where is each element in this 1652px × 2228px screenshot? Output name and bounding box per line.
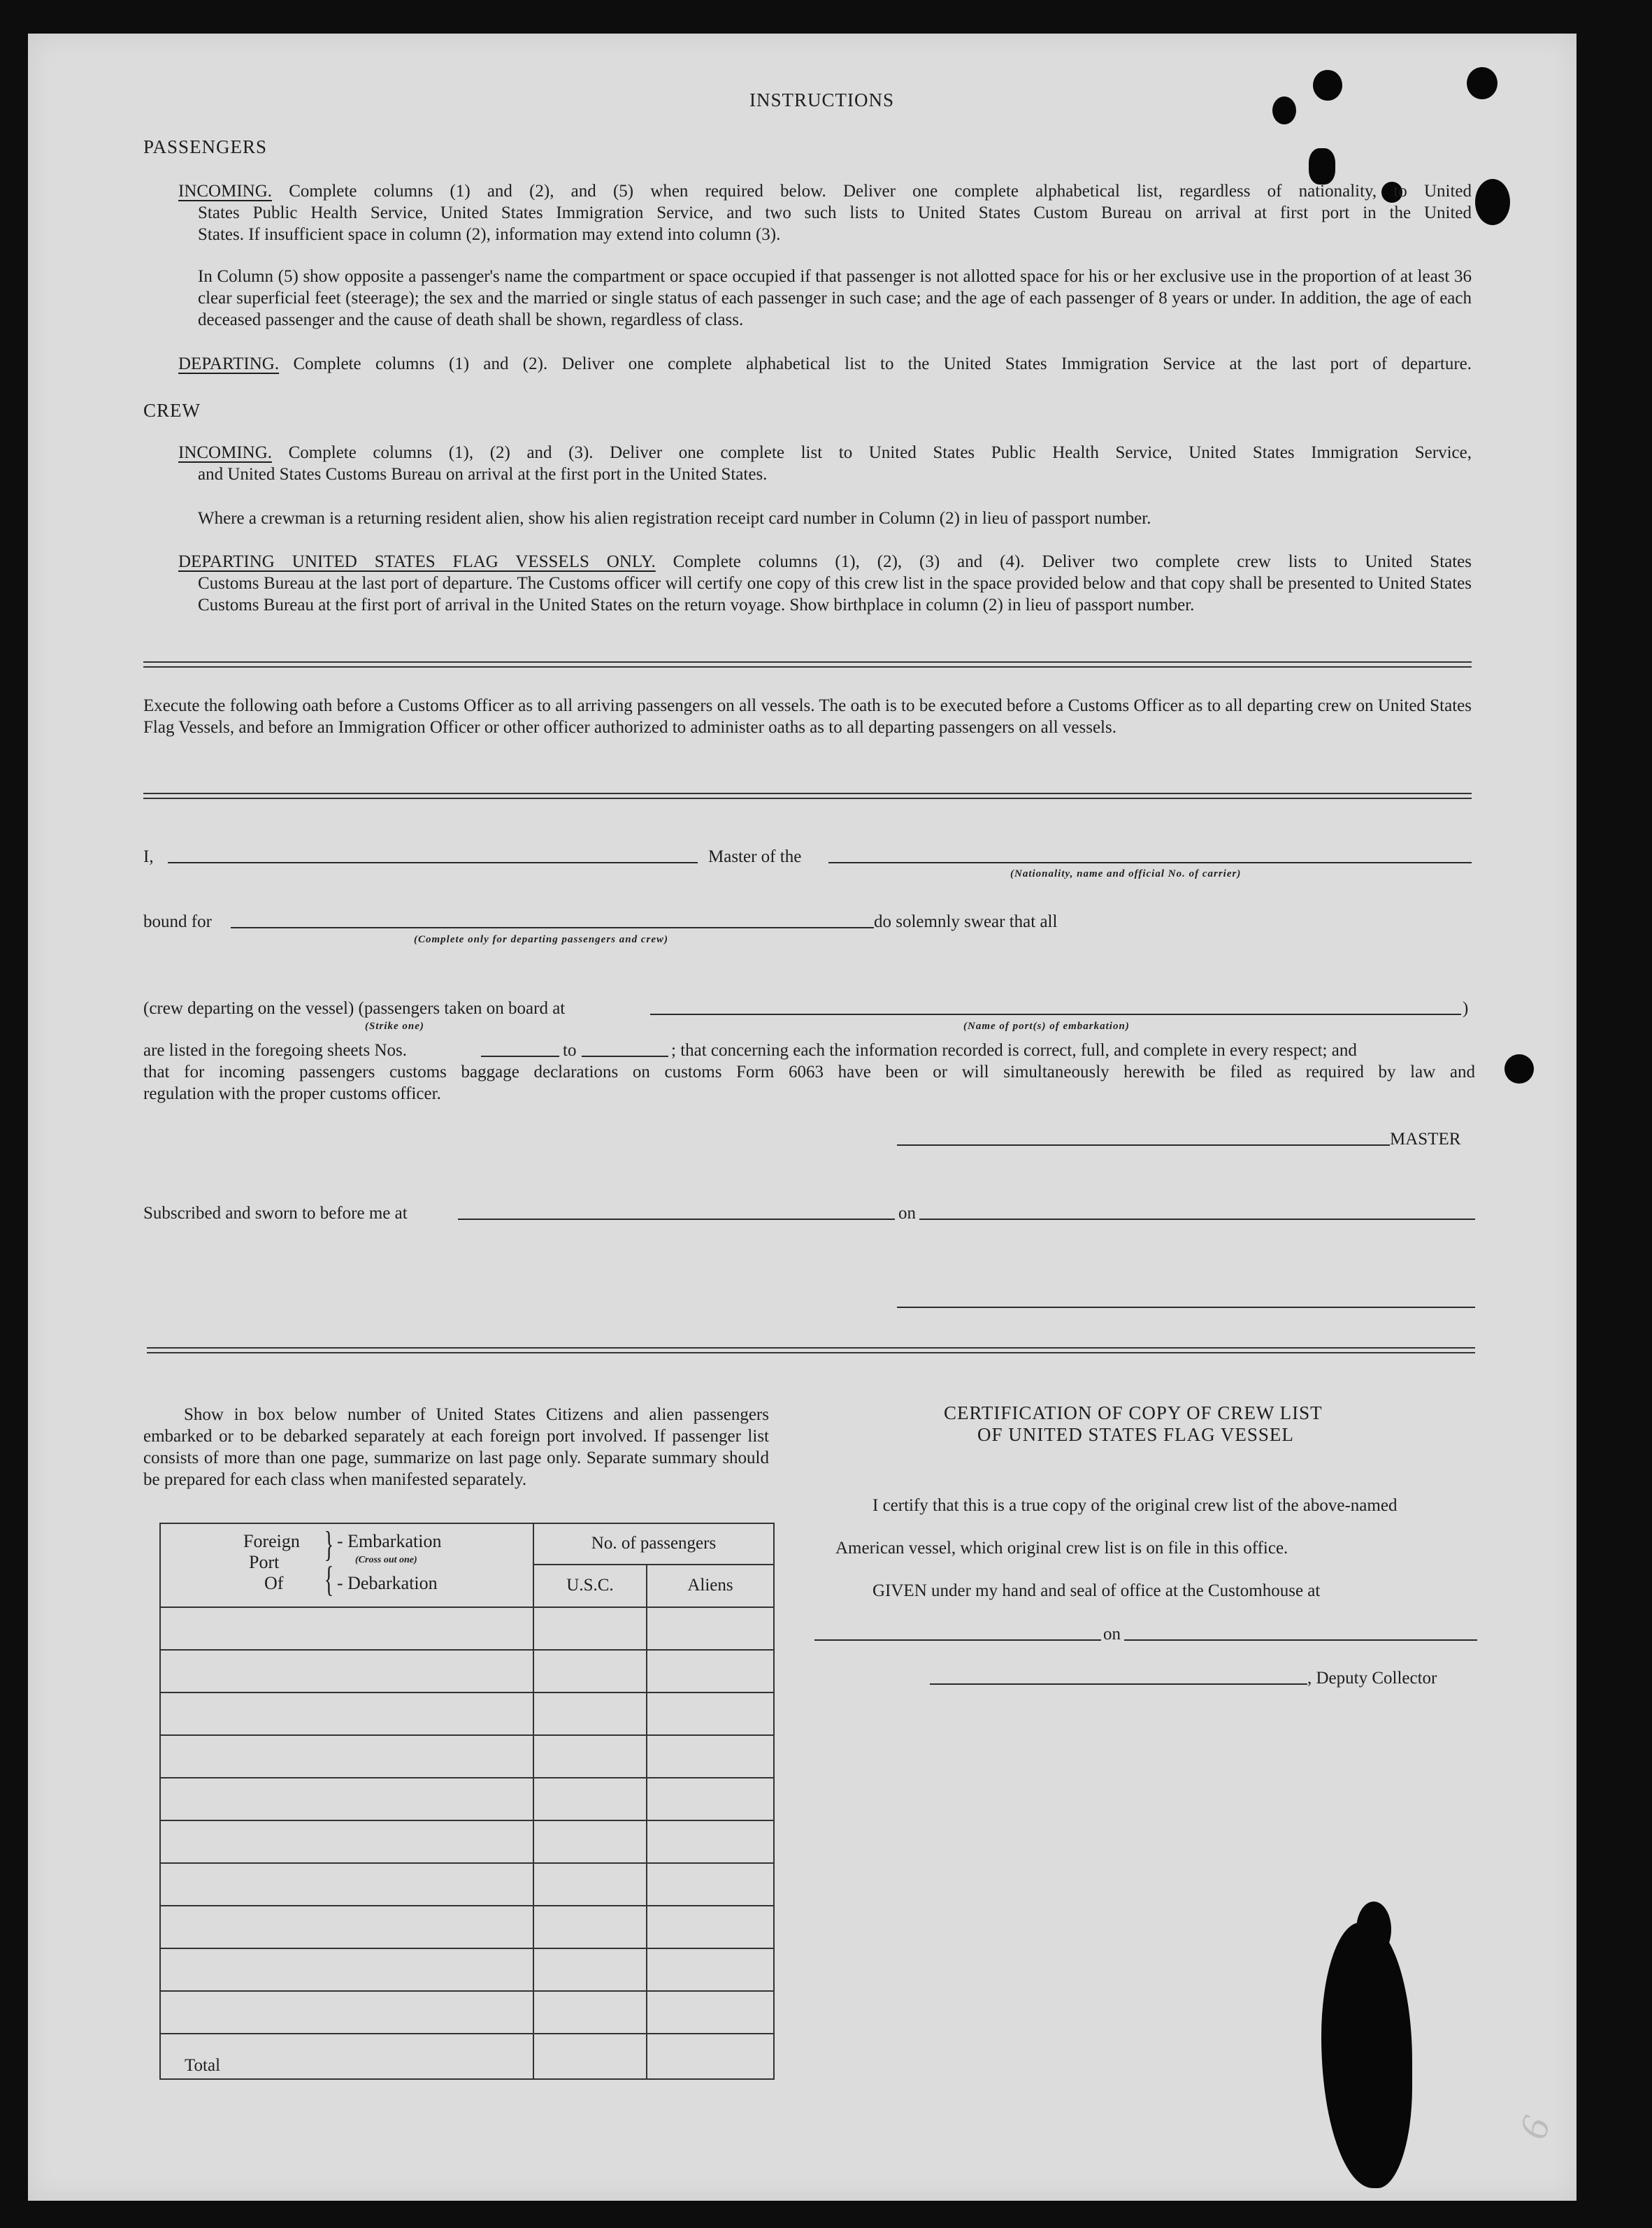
aliens-cell[interactable]	[647, 1991, 774, 2034]
crew-incoming-label: INCOMING.	[178, 443, 273, 462]
brace-icon: }	[324, 1525, 334, 1565]
subscribed-label: Subscribed and sworn to before me at	[143, 1204, 408, 1223]
sworn-place-field[interactable]	[458, 1219, 895, 1220]
aliens-header: Aliens	[647, 1565, 774, 1607]
table-row-total	[160, 2034, 774, 2079]
bound-for-field[interactable]	[231, 927, 874, 928]
port-cell[interactable]	[160, 1607, 533, 1650]
deputy-collector-signature-field[interactable]	[930, 1683, 1307, 1685]
sheet-from-field[interactable]	[481, 1056, 559, 1057]
no-passengers-header: No. of passengers	[533, 1523, 774, 1565]
close-paren: )	[1463, 999, 1469, 1018]
officer-signature-field[interactable]	[897, 1307, 1475, 1308]
oath-i-label: I,	[143, 847, 154, 866]
port-cell[interactable]	[160, 1820, 533, 1863]
usc-header: U.S.C.	[533, 1565, 647, 1607]
usc-cell[interactable]	[533, 1863, 647, 1906]
certification-title-1: CERTIFICATION OF COPY OF CREW LIST	[944, 1402, 1323, 1423]
certification-date-field[interactable]	[1124, 1639, 1477, 1641]
debarkation-label: - Debarkation	[337, 1573, 438, 1593]
instructions-heading: INSTRUCTIONS	[749, 89, 895, 110]
listed-sheets-label: are listed in the foregoing sheets Nos.	[143, 1041, 407, 1060]
table-row	[160, 1820, 774, 1863]
usc-cell[interactable]	[533, 1991, 647, 2034]
column-5-instructions: In Column (5) show opposite a passenger's name the compartment or space occupied if that passenger is not allotted space for his or her exclusive use in the proportion of at least 36 clear superficial feet (steerage); the sex and the married or single status of each passenger in such case; and the age of each passenger of 8 years or under. In addition, the age of each deceased passenger and the cause of death shall be shown, regardless of class.	[198, 267, 1472, 329]
passengers-incoming: INCOMING. Complete columns (1) and (2), and (5) when required below. Deliver one complete alphabetical list, regardless of nationality, to United States Public Health Service, United States Immigration Service, and two such lists to United States Custom Bureau on arrival at first port in the United States. If insufficient space in column (2), information may extend into column (3).	[178, 182, 1472, 244]
passengers-departing: DEPARTING. Complete columns (1) and (2). Deliver one complete alphabetical list to the United States Immigration Service at the last port of departure.	[178, 354, 1472, 373]
subscribed-on-label: on	[898, 1204, 916, 1223]
ink-blot	[1272, 96, 1296, 124]
aliens-cell[interactable]	[647, 1735, 774, 1778]
master-of-label: Master of the	[708, 847, 802, 866]
port-cell[interactable]	[160, 1906, 533, 1948]
certification-line-2: American vessel, which original crew list is on file in this office.	[835, 1539, 1288, 1558]
section-divider	[147, 1347, 1475, 1353]
usc-cell[interactable]	[533, 1948, 647, 1991]
cross-out-caption: (Cross out one)	[355, 1555, 417, 1565]
sworn-date-field[interactable]	[919, 1219, 1475, 1220]
port-cell[interactable]	[160, 1692, 533, 1735]
port-caption: (Name of port(s) of embarkation)	[963, 1021, 1130, 1032]
ink-blot	[1467, 67, 1497, 99]
aliens-cell[interactable]	[647, 1863, 774, 1906]
port-label: Port	[249, 1552, 280, 1572]
certification-line-1: I certify that this is a true copy of the original crew list of the above-named	[872, 1496, 1398, 1515]
table-row	[160, 1650, 774, 1692]
aliens-cell[interactable]	[647, 1607, 774, 1650]
passengers-incoming-label: INCOMING.	[178, 182, 273, 201]
crew-departing: DEPARTING UNITED STATES FLAG VESSELS ONLY. Complete columns (1), (2), (3) and (4). Deliver two complete crew lists to United States Customs Bureau at the last port of departure. The Customs officer will certify one copy of this crew list in the space provided below and that copy shall be presented to United States Customs Bureau at the first port of arrival in the United States on the return voyage. Show birthplace in column (2) in lieu of passport number.	[178, 552, 1472, 615]
page-number-mark: 6	[1509, 2110, 1559, 2146]
usc-cell[interactable]	[533, 1735, 647, 1778]
section-divider	[143, 661, 1472, 668]
table-row	[160, 1735, 774, 1778]
usc-total-cell[interactable]	[533, 2034, 647, 2079]
aliens-cell[interactable]	[647, 1778, 774, 1820]
aliens-cell[interactable]	[647, 1948, 774, 1991]
usc-cell[interactable]	[533, 1778, 647, 1820]
master-name-field[interactable]	[168, 862, 698, 863]
table-row	[160, 1607, 774, 1650]
foreign-label: Foreign	[243, 1531, 300, 1551]
crew-departing-label: DEPARTING UNITED STATES FLAG VESSELS ONLY.	[178, 552, 656, 571]
carrier-field[interactable]	[828, 862, 1472, 863]
ink-blot	[1504, 1054, 1534, 1084]
foreign-port-header	[160, 1523, 533, 1607]
table-row	[160, 1863, 774, 1906]
aliens-total-cell[interactable]	[647, 2034, 774, 2079]
aliens-cell[interactable]	[647, 1820, 774, 1863]
oath-intro: Execute the following oath before a Customs Officer as to all arriving passengers on all vessels. The oath is to be executed before a Customs Officer as to all departing crew on United States Flag Vessels, and before an Immigration Officer or other officer authorized to administer oaths as to all departing passengers on all vessels.	[143, 696, 1472, 737]
section-divider	[143, 793, 1472, 799]
sheet-to-field[interactable]	[582, 1056, 668, 1057]
port-cell[interactable]	[160, 1948, 533, 1991]
table-row	[160, 1692, 774, 1735]
table-row	[160, 1906, 774, 1948]
embarkation-port-field[interactable]	[650, 1014, 1461, 1015]
usc-cell[interactable]	[533, 1650, 647, 1692]
crew-incoming: INCOMING. Complete columns (1), (2) and (3). Deliver one complete list to United States Public Health Service, United States Immigration Service, and United States Customs Bureau on arrival at the first port in the United States.	[178, 443, 1472, 484]
port-cell[interactable]	[160, 1778, 533, 1820]
customhouse-place-field[interactable]	[814, 1639, 1101, 1641]
port-cell[interactable]	[160, 1735, 533, 1778]
crew-departing-line: (crew departing on the vessel) (passengers taken on board at	[143, 999, 566, 1018]
table-row	[160, 1948, 774, 1991]
master-label: MASTER	[1390, 1130, 1461, 1149]
passengers-departing-label: DEPARTING.	[178, 354, 280, 373]
listed-to-label: to	[563, 1041, 577, 1060]
aliens-cell[interactable]	[647, 1692, 774, 1735]
usc-cell[interactable]	[533, 1906, 647, 1948]
bound-for-label: bound for	[143, 912, 212, 931]
deputy-collector-label: , Deputy Collector	[1307, 1669, 1437, 1688]
certification-line-3: GIVEN under my hand and seal of office at the Customhouse at	[872, 1581, 1321, 1600]
listed-post: ; that concerning each the information recorded is correct, full, and complete in every respect; and	[671, 1041, 1357, 1060]
ink-stain	[1356, 1902, 1391, 1957]
table-row	[160, 1991, 774, 2034]
aliens-cell[interactable]	[647, 1906, 774, 1948]
ink-blot	[1313, 70, 1342, 101]
bound-for-caption: (Complete only for departing passengers and crew)	[414, 934, 668, 945]
passenger-summary-table	[159, 1523, 775, 2080]
crew-resident-alien: Where a crewman is a returning resident alien, show his alien registration receipt card number in Column (2) in lieu of passport number.	[198, 509, 1151, 528]
port-cell[interactable]	[160, 1650, 533, 1692]
usc-cell[interactable]	[533, 1692, 647, 1735]
summary-instructions: Show in box below number of United States Citizens and alien passengers embarked or to be debarked separately at each foreign port involved. If passenger list consists of more than one page, summarize on last page only. Separate summary should be prepared for each class when manifested separately.	[143, 1405, 769, 1489]
usc-cell[interactable]	[533, 1820, 647, 1863]
ink-blot	[1309, 148, 1335, 185]
passengers-title: PASSENGERS	[143, 136, 268, 157]
embarkation-label: - Embarkation	[337, 1531, 442, 1551]
table-row	[160, 1778, 774, 1820]
carrier-caption: (Nationality, name and official No. of carrier)	[1010, 868, 1242, 879]
of-label: Of	[264, 1573, 284, 1593]
certification-on-label: on	[1103, 1625, 1121, 1644]
total-label: Total	[160, 2034, 533, 2079]
aliens-cell[interactable]	[647, 1650, 774, 1692]
strike-one-caption: (Strike one)	[365, 1021, 424, 1032]
certification-title-2: OF UNITED STATES FLAG VESSEL	[977, 1424, 1294, 1445]
crew-title: CREW	[143, 400, 201, 421]
listed-continuation: that for incoming passengers customs baggage declarations on customs Form 6063 have been or will simultaneously herewith be filed as required by law and regulation with the proper customs officer.	[143, 1063, 1475, 1103]
port-cell[interactable]	[160, 1863, 533, 1906]
ink-blot	[1475, 179, 1510, 225]
usc-cell[interactable]	[533, 1607, 647, 1650]
brace-icon: {	[324, 1560, 334, 1600]
master-signature-field[interactable]	[897, 1144, 1390, 1146]
swear-text: do solemnly swear that all	[874, 912, 1058, 931]
port-cell[interactable]	[160, 1991, 533, 2034]
